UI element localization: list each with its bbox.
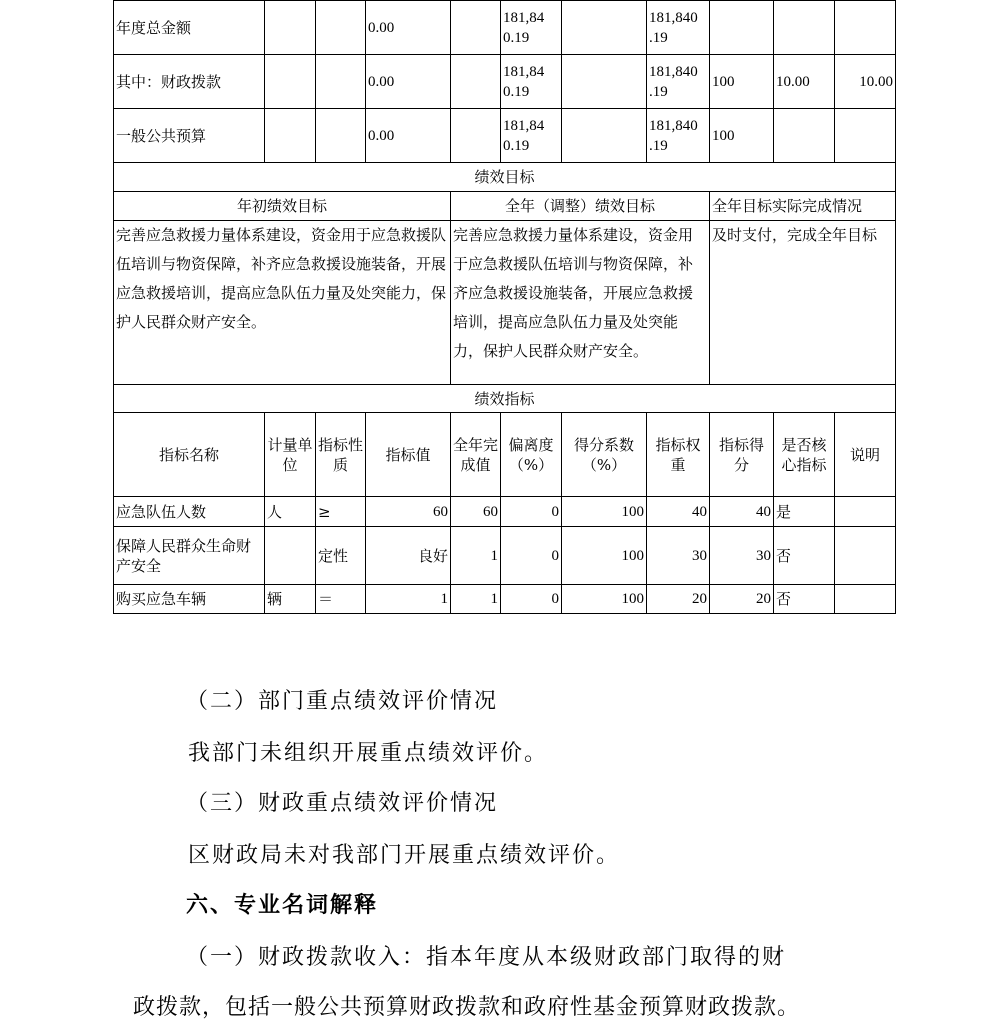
paragraph-dept-evaluation: 我部门未组织开展重点绩效评价。	[188, 741, 549, 766]
indicator-row: 保障人民群众生命财产安全 定性 良好 1 0 100 30 30 否	[114, 527, 896, 585]
indicators-section-title: 绩效指标	[114, 385, 896, 413]
header-weight: 指标权重	[647, 413, 710, 497]
goal-actual-text: 及时支付，完成全年目标	[710, 221, 896, 385]
header-done: 全年完成值	[451, 413, 501, 497]
paragraph-terminology-line1: （一）财政拨款收入：指本年度从本级财政部门取得的财	[186, 945, 787, 970]
paragraph-finance-evaluation: 区财政局未对我部门开展重点绩效评价。	[188, 843, 621, 868]
header-nature: 指标性质	[316, 413, 366, 497]
row-label: 年度总金额	[114, 1, 265, 55]
paragraph-terminology-line2: 政拨款，包括一般公共预算财政拨款和政府性基金预算财政拨款。	[133, 995, 801, 1020]
cell: 181,84 0.19	[501, 1, 562, 55]
header-score: 指标得分	[710, 413, 774, 497]
header-coefficient: 得分系数（%）	[562, 413, 647, 497]
budget-row: 一般公共预算 0.00 181,84 0.19 181,840 .19 100	[114, 109, 896, 163]
indicator-row: 购买应急车辆 辆 ＝ 1 1 0 100 20 20 否	[114, 585, 896, 614]
header-note: 说明	[835, 413, 896, 497]
header-core: 是否核心指标	[774, 413, 835, 497]
goal-adjusted-text: 完善应急救援力量体系建设，资金用于应急救援队伍培训与物资保障，补齐应急救援设施装备，开展应急救援培训，提高应急队伍力量及处突能力，保护人民群众财产安全。	[451, 221, 710, 385]
header-name: 指标名称	[114, 413, 265, 497]
goal-header-initial: 年初绩效目标	[114, 192, 451, 221]
budget-row	[114, 1, 896, 55]
heading-finance-evaluation: （三）财政重点绩效评价情况	[186, 791, 499, 816]
goal-header-actual: 全年目标实际完成情况	[710, 192, 896, 221]
goal-header-adjusted: 全年（调整）绩效目标	[451, 192, 710, 221]
row-label: 一般公共预算	[114, 109, 265, 163]
budget-row: 其中：财政拨款 0.00 181,84 0.19 181,840 .19 100 10.00 10.00	[114, 55, 896, 109]
cell: 0.00	[366, 1, 451, 55]
performance-table	[113, 0, 896, 614]
goal-initial-text: 完善应急救援力量体系建设，资金用于应急救援队伍培训与物资保障，补齐应急救援设施装备，开展应急救援培训，提高应急队伍力量及处突能力，保护人民群众财产安全。	[114, 221, 451, 385]
goals-section-title: 绩效目标	[114, 163, 896, 192]
header-value: 指标值	[366, 413, 451, 497]
cell: 181,840 .19	[647, 1, 710, 55]
row-label: 其中：财政拨款	[114, 55, 265, 109]
heading-terminology: 六、专业名词解释	[186, 893, 379, 918]
header-deviation: 偏离度（%）	[501, 413, 562, 497]
heading-dept-evaluation: （二）部门重点绩效评价情况	[186, 689, 499, 714]
header-unit: 计量单位	[265, 413, 316, 497]
indicator-row: 应急队伍人数 人 ≥ 60 60 0 100 40 40 是	[114, 497, 896, 527]
